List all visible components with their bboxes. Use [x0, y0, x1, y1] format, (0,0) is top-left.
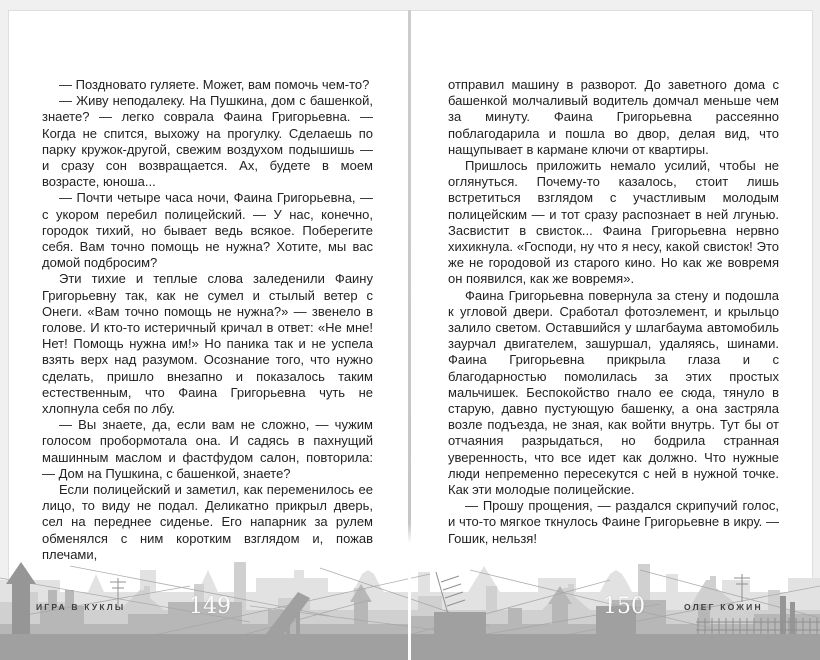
paragraph: отправил машину в разворот. До заветного дома с башенкой молчаливый водитель домчал меньше чем за минуту. Фаина Григорьевна рассеянно поблагодарила и пошла во двор, делая вид, что нащупывает в кармане ключи от квартиры.	[448, 77, 779, 157]
page-number-left: 149	[189, 594, 231, 619]
paragraph: — Поздновато гуляете. Может, вам помочь чем-то?	[59, 77, 370, 92]
paragraph: Эти тихие и теплые слова заледенили Фаину Григорьевну так, как не сумел и стылый ветер с Онеги. «Вам точно помощь не нужна?» — звенело в голове. И кто-то истеричный кричал в ответ: «Не мне! Нет! Помощь нужна им!» Но паника так и не успела взять верх над разумом. Осознание того, что нужно сделать, пришло внезапно и показалось таким естественным, что Фаина Григорьевна чуть не хлопнула себя по лбу.	[42, 271, 373, 417]
paragraph: — Прошу прощения, — раздался скрипучий голос, и что-то мягкое ткнулось Фаине Григорьевне в икру. — Гошик, нельзя!	[448, 498, 779, 546]
paragraph: — Живу неподалеку. На Пушкина, дом с башенкой, знаете? — легко соврала Фаина Григорьевна. — Когда не спится, выхожу на прогулку. Сделаешь по парку кружок-другой, свежим воздухом подышишь — и сразу сон возвращается. Ах, будете в моем возрасте, юноша...	[42, 93, 373, 190]
paragraph: — Вы знаете, да, если вам не сложно, — чужим голосом пробормотала она. И садясь в пахнущий машинным маслом и фастфудом салон, повторила: — Дом на Пушкина, с башенкой, знаете?	[42, 417, 373, 481]
running-title-book: ИГРА В КУКЛЫ	[36, 602, 126, 612]
left-page-text	[42, 77, 373, 563]
paragraph: Пришлось приложить немало усилий, чтобы не оглянуться. Почему-то казалось, стоит лишь встретиться взглядом с участливым молодым полицейским — и тот сразу распознает в ней лгунью. Засвистит в свисток... Фаина Григорьевна нервно хихикнула. «Господи, ну что я несу, какой свисток! Это же не городовой из старого кино. Но как же вовремя он появился, как же вовремя».	[448, 158, 779, 287]
paragraph: — Почти четыре часа ночи, Фаина Григорьевна, — с укором перебил полицейский. — У нас, конечно, городок тихий, но бывает ведь всякое. Поберегите себя. Вам точно помощь не нужна? Хотите, мы вас домой подбросим?	[42, 190, 373, 271]
running-title-author: ОЛЕГ КОЖИН	[684, 602, 763, 612]
page-gutter	[408, 10, 411, 660]
paragraph: Фаина Григорьевна повернула за стену и подошла к угловой двери. Сработал фотоэлемент, и крыльцо залило светом. Оставшийся у шлагбаума автомобиль заурчал двигателем, зашуршал, удаляясь, шинами. Фаина Григорьевна прикрыла глаза и с благодарностью помолилась за этих простых мальчишек. Беспокойство гнало ее сюда, тянуло в старую, давно пустующую башенку, а она застряла возле подъезда, не зная, как войти внутрь. Тут бы от отчаяния разрыдаться, но бодрила странная уверенность, что все идет как должно. Что нужные люди непременно пересекутся с ней в нужной точке. Как эти молодые полицейские.	[448, 287, 779, 498]
page-number-right: 150	[603, 594, 645, 619]
right-page-text	[448, 77, 779, 547]
paragraph: Если полицейский и заметил, как переменилось ее лицо, то виду не подал. Деликатно прикрыл дверь, сел на переднее сиденье. Его напарник за рулем обменялся с ним коротким взглядом и, пожав плечами,	[42, 482, 373, 562]
